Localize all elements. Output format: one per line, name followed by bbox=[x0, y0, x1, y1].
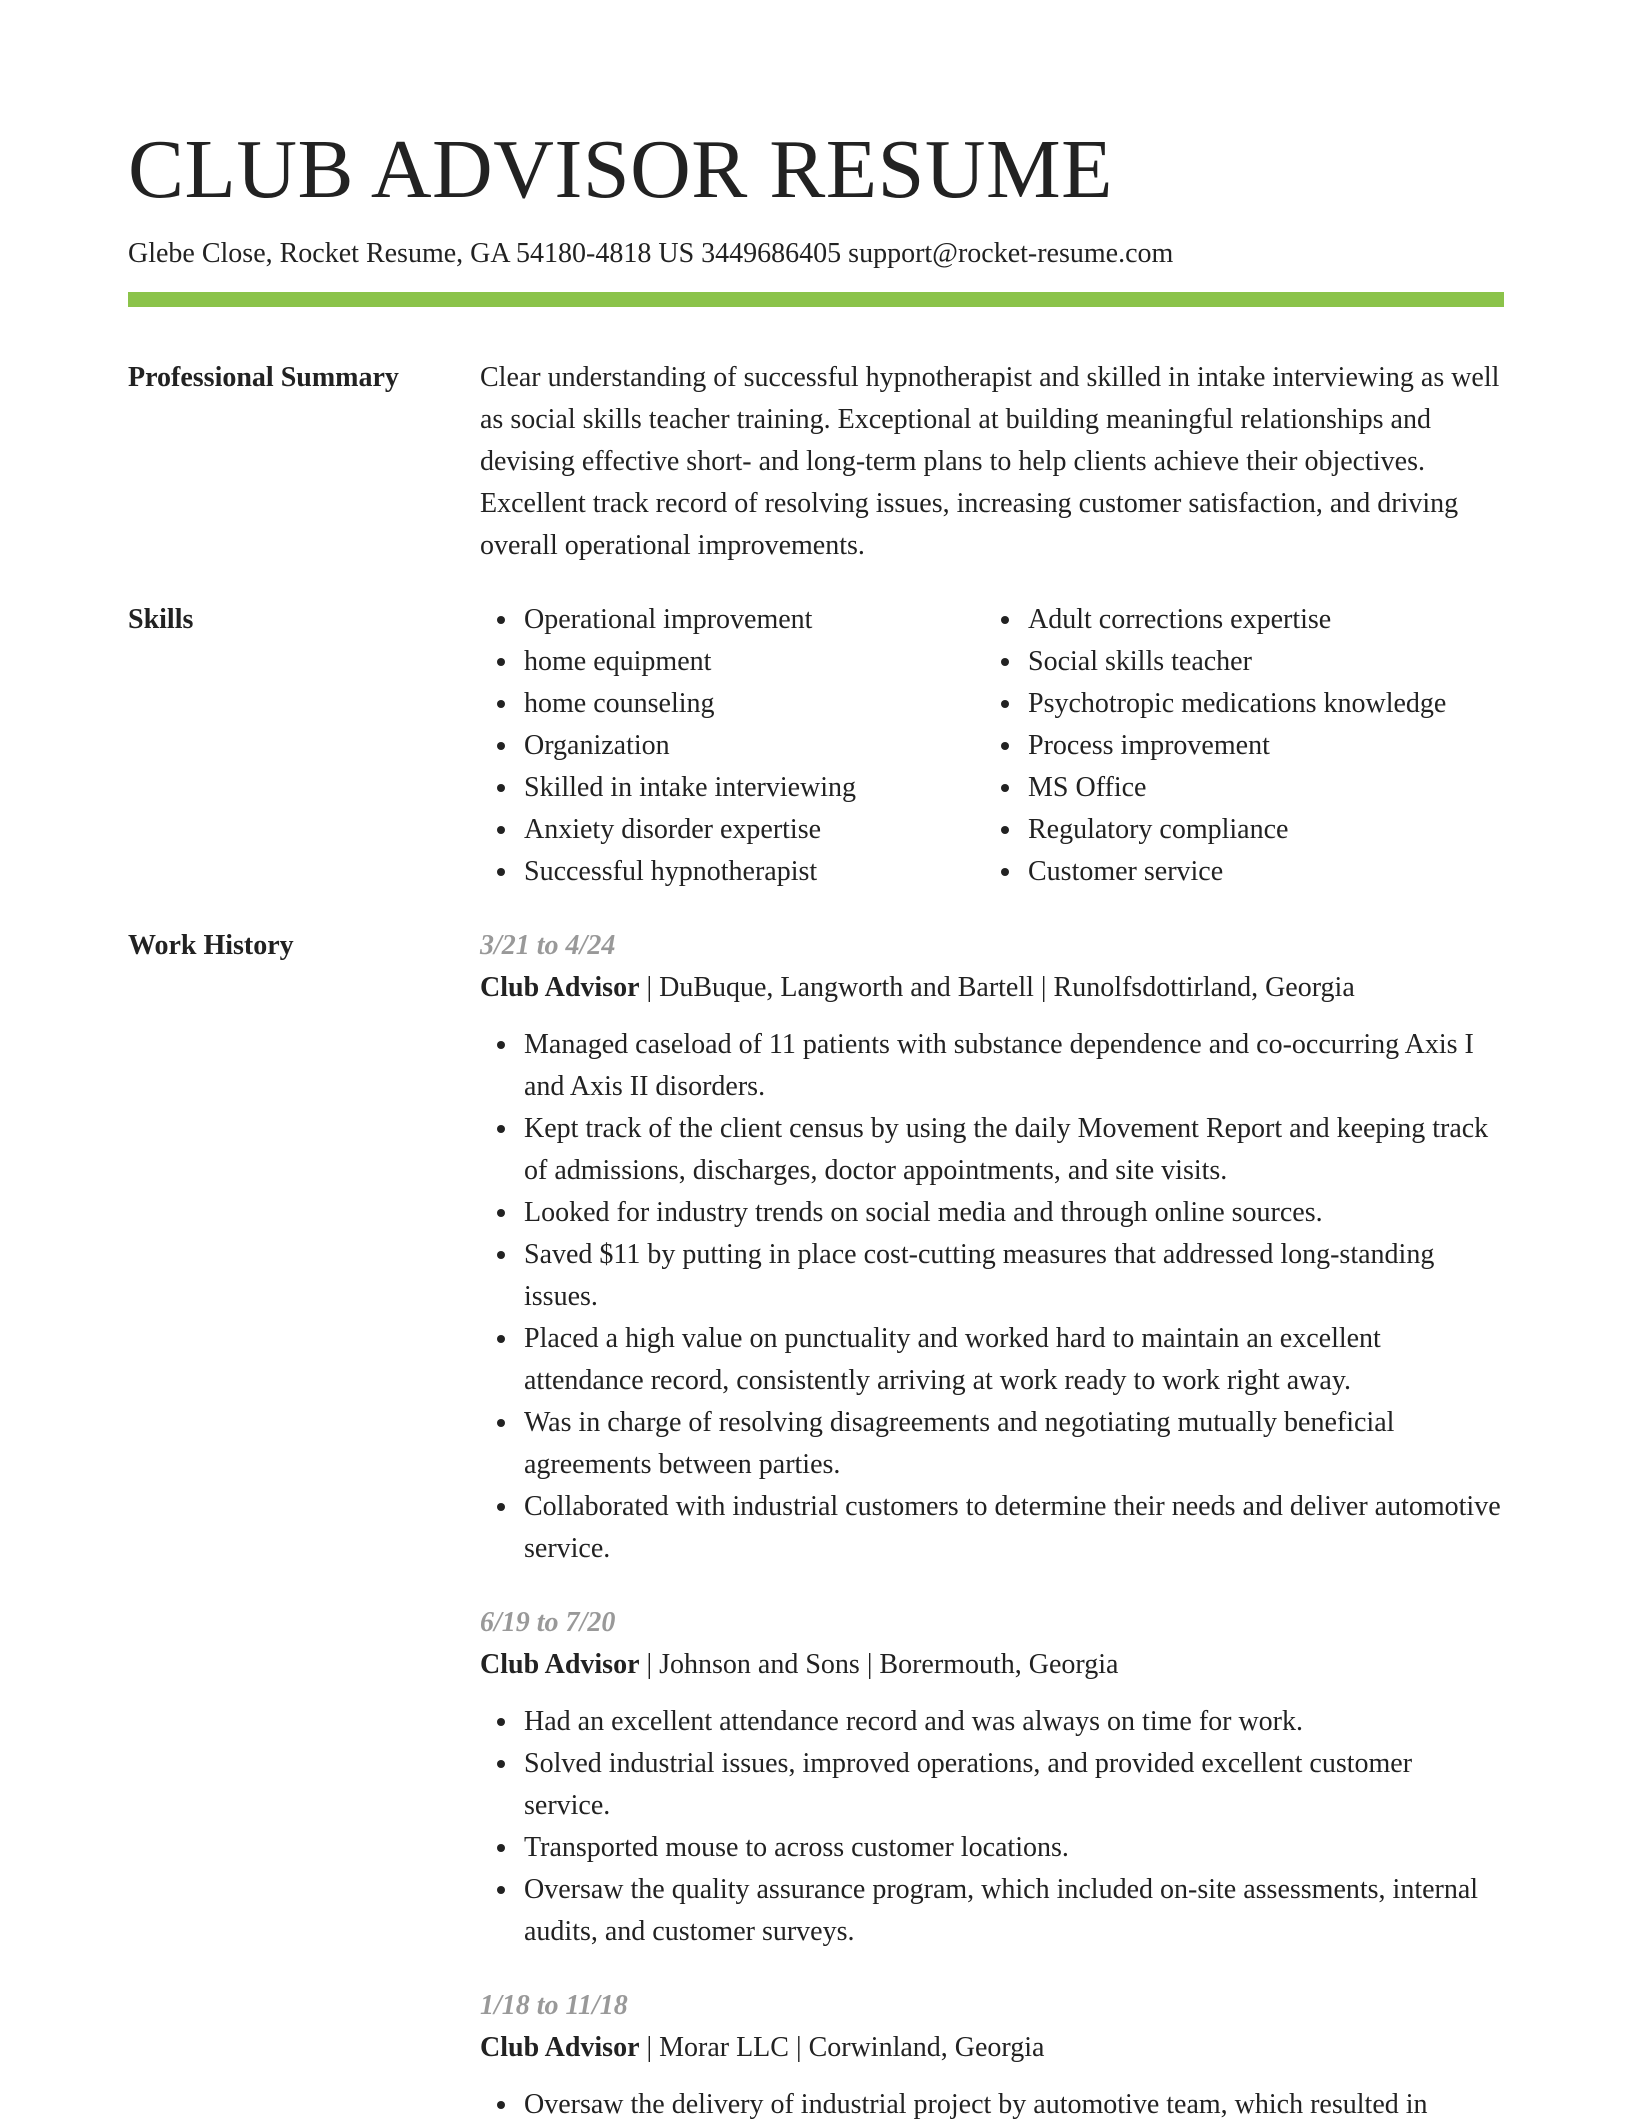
job-list bbox=[480, 925, 1504, 2126]
skill-item: Adult corrections expertise bbox=[984, 599, 1446, 641]
job-bullet-item: Oversaw the delivery of industrial project by automotive team, which resulted in bbox=[480, 2084, 1504, 2126]
job-bullet-item: Was in charge of resolving disagreements and negotiating mutually beneficial agreements between parties. bbox=[480, 1402, 1504, 1486]
resume-title: CLUB ADVISOR RESUME bbox=[128, 123, 1113, 216]
separator: | bbox=[639, 972, 660, 1003]
job-bullet-item: Saved $11 by putting in place cost-cutting measures that addressed long-standing issues. bbox=[480, 1234, 1504, 1318]
separator: | bbox=[788, 2032, 809, 2063]
professional-summary-section bbox=[128, 357, 1504, 567]
job-bullet-item: Managed caseload of 11 patients with substance dependence and co-occurring Axis I and Axis II disorders. bbox=[480, 1024, 1504, 1108]
job-bullet-item: Had an excellent attendance record and was always on time for work. bbox=[480, 1701, 1504, 1743]
job-bullet-item: Solved industrial issues, improved operations, and provided excellent customer service. bbox=[480, 1743, 1504, 1827]
contact-line: Glebe Close, Rocket Resume, GA 54180-4818 US 3449686405 support@rocket-resume.com bbox=[128, 238, 1174, 269]
job-location: Corwinland, Georgia bbox=[808, 2032, 1045, 2063]
job-bullet-item: Looked for industry trends on social media and through online sources. bbox=[480, 1192, 1504, 1234]
job-bullet-item: Placed a high value on punctuality and worked hard to maintain an excellent attendance record, consistently arriving at work ready to work right away. bbox=[480, 1318, 1504, 1402]
work-history-section bbox=[128, 925, 1504, 2126]
job-bullets bbox=[480, 2084, 1504, 2126]
skill-item: home equipment bbox=[480, 641, 984, 683]
summary-text: Clear understanding of successful hypnotherapist and skilled in intake interviewing as well as social skills teacher training. Exceptional at building meaningful relationships and devising effective short- and long-term plans to help clients achieve their objectives. Excellent track record of resolving issues, increasing customer satisfaction, and driving overall operational improvements. bbox=[480, 362, 1500, 561]
separator: | bbox=[859, 1649, 880, 1680]
job-title: Club Advisor bbox=[480, 972, 640, 1003]
job-title: Club Advisor bbox=[480, 1649, 640, 1680]
skill-item: Process improvement bbox=[984, 725, 1446, 767]
skill-item: Psychotropic medications knowledge bbox=[984, 683, 1446, 725]
job-dates: 3/21 to 4/24 bbox=[480, 930, 616, 961]
job-title: Club Advisor bbox=[480, 2032, 640, 2063]
skill-item: Organization bbox=[480, 725, 984, 767]
skill-item: Social skills teacher bbox=[984, 641, 1446, 683]
job-dates: 1/18 to 11/18 bbox=[480, 1990, 628, 2021]
job-company: DuBuque, Langworth and Bartell bbox=[659, 972, 1034, 1003]
separator: | bbox=[1033, 972, 1054, 1003]
job-bullets bbox=[480, 1701, 1504, 1953]
skills-list-left bbox=[480, 599, 984, 893]
job-bullet-item: Kept track of the client census by using the daily Movement Report and keeping track of admissions, discharges, doctor appointments, and site visits. bbox=[480, 1108, 1504, 1192]
skill-item: Anxiety disorder expertise bbox=[480, 809, 984, 851]
separator: | bbox=[639, 2032, 660, 2063]
skill-item: home counseling bbox=[480, 683, 984, 725]
separator: | bbox=[639, 1649, 660, 1680]
job-entry bbox=[480, 1602, 1504, 1953]
skills-columns bbox=[480, 599, 1504, 893]
job-bullet-item: Transported mouse to across customer locations. bbox=[480, 1827, 1504, 1869]
job-dates: 6/19 to 7/20 bbox=[480, 1607, 616, 1638]
job-title-line bbox=[480, 2027, 1504, 2069]
job-bullet-item: Collaborated with industrial customers to determine their needs and deliver automotive service. bbox=[480, 1486, 1504, 1570]
job-title-line bbox=[480, 1644, 1504, 1686]
job-company: Morar LLC bbox=[659, 2032, 789, 2063]
job-entry bbox=[480, 1985, 1504, 2126]
skill-item: Operational improvement bbox=[480, 599, 984, 641]
skills-list-right bbox=[984, 599, 1446, 893]
job-bullet-item: Oversaw the quality assurance program, which included on-site assessments, internal audits, and customer surveys. bbox=[480, 1869, 1504, 1953]
accent-divider bbox=[128, 292, 1504, 307]
job-entry bbox=[480, 925, 1504, 1570]
skill-item: MS Office bbox=[984, 767, 1446, 809]
skill-item: Regulatory compliance bbox=[984, 809, 1446, 851]
job-bullets bbox=[480, 1024, 1504, 1570]
skills-section bbox=[128, 599, 1504, 893]
skill-item: Customer service bbox=[984, 851, 1446, 893]
section-label-skills: Skills bbox=[128, 604, 194, 635]
skill-item: Skilled in intake interviewing bbox=[480, 767, 984, 809]
skill-item: Successful hypnotherapist bbox=[480, 851, 984, 893]
resume-page bbox=[128, 0, 1504, 2126]
section-label-summary: Professional Summary bbox=[128, 362, 399, 393]
job-title-line bbox=[480, 967, 1504, 1009]
job-location: Borermouth, Georgia bbox=[879, 1649, 1119, 1680]
job-company: Johnson and Sons bbox=[659, 1649, 860, 1680]
job-location: Runolfsdottirland, Georgia bbox=[1053, 972, 1355, 1003]
section-label-work-history: Work History bbox=[128, 930, 294, 961]
